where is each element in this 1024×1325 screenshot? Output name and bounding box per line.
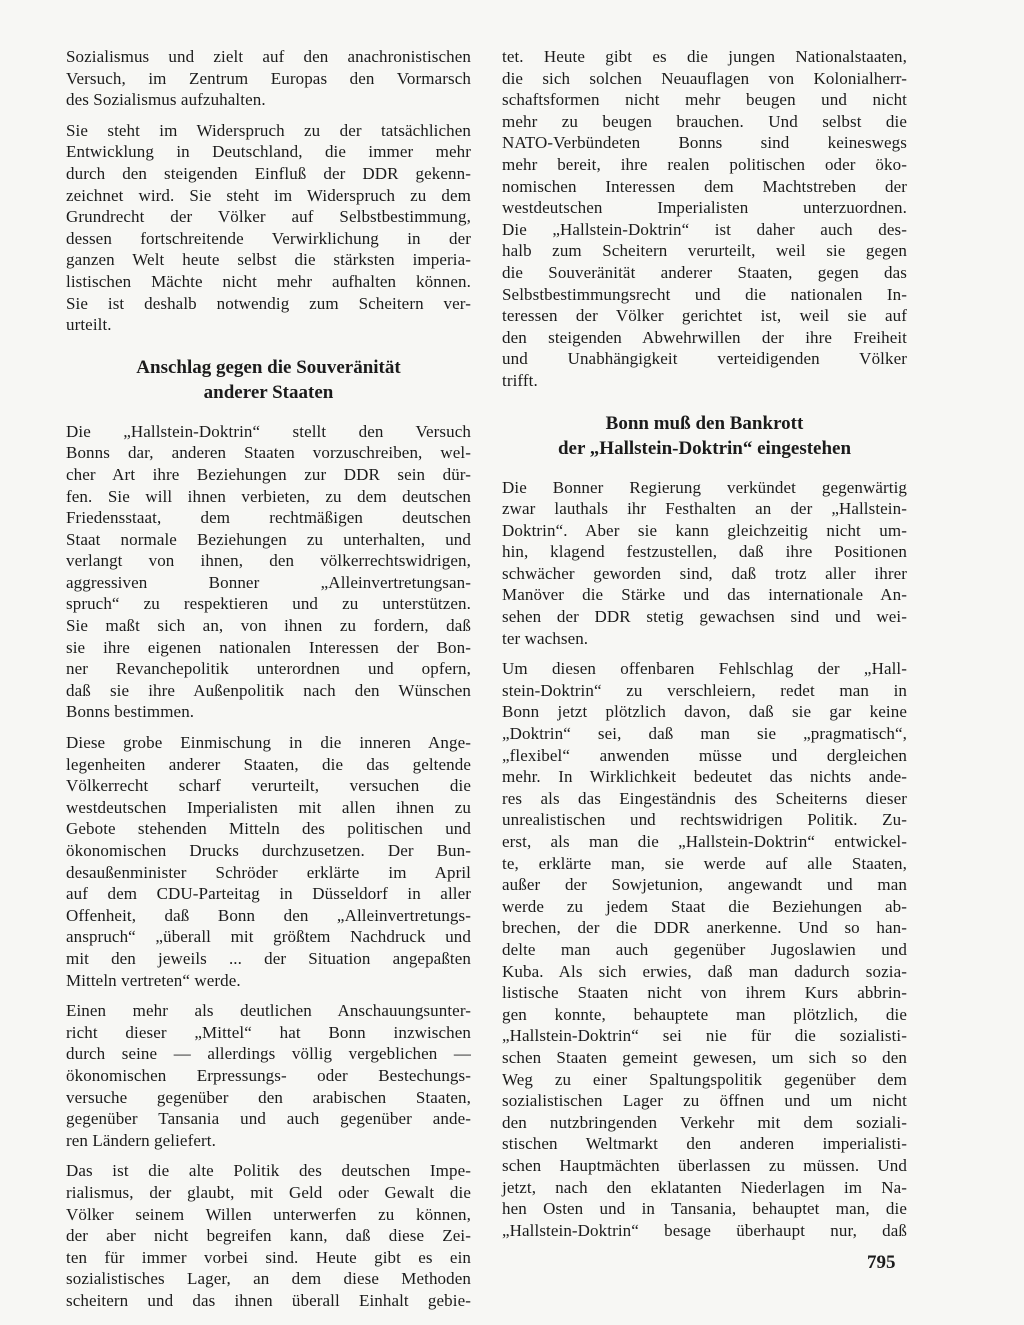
text-line: westdeutschen Imperialisten mit allen ihnen zu <box>66 797 471 817</box>
text-line: jetzt, nach den eklatanten Niederlagen im Na- <box>502 1177 907 1197</box>
text-line: schen Staaten gemeint gewesen, um sich so den <box>502 1047 907 1067</box>
text-line: Einen mehr als deutlichen Anschauungsunter- <box>66 1001 471 1021</box>
text-line: Sie steht im Widerspruch zu der tatsächlichen <box>66 120 471 140</box>
text-line: Die „Hallstein-Doktrin“ stellt den Versuch <box>66 421 471 441</box>
text-line: stein-Doktrin“ zu verschleiern, redet man in <box>502 680 907 700</box>
text-line: ter wachsen. <box>502 628 589 648</box>
text-line: hen Osten und in Tansania, behauptet man, die <box>502 1199 907 1219</box>
heading-line: Bonn muß den Bankrott <box>605 412 804 434</box>
text-line: Das ist die alte Politik des deutschen Impe- <box>66 1161 471 1181</box>
text-line: Bonns bestimmen. <box>66 702 195 722</box>
text-line: Grundrecht der Völker auf Selbstbestimmung, <box>66 207 471 227</box>
text-line: und Unabhängigkeit verteidigenden Völker <box>502 349 907 369</box>
text-line: schen Hauptmächten überlassen zu müssen. Und <box>502 1155 907 1175</box>
text-line: legenheiten anderer Staaten, die das geltende <box>66 754 471 774</box>
text-line: Die Bonner Regierung verkündet gegenwärtig <box>502 477 907 497</box>
text-line: Diese grobe Einmischung in die inneren Ange- <box>66 733 471 753</box>
text-line: fen. Sie will ihnen verbieten, zu dem deutschen <box>66 486 471 506</box>
text-line: teressen der Völker gerichtet ist, weil sie auf <box>502 306 907 326</box>
text-line: sozialistisches Lager, an dem diese Methoden <box>66 1269 471 1289</box>
text-line: „Hallstein-Doktrin“ sei nie für die sozialisti- <box>502 1026 907 1046</box>
text-line: die sich solchen Neuauflagen von Kolonialherr- <box>502 68 907 88</box>
text-line: sehen der DDR stetig gewachsen sind und wei- <box>502 607 907 627</box>
section-heading <box>66 355 471 405</box>
text-line: Um diesen offenbaren Fehlschlag der „Hall- <box>502 659 907 679</box>
text-line: desaußenminister Schröder erklärte im April <box>66 862 471 882</box>
text-line: ren Ländern geliefert. <box>66 1130 216 1150</box>
text-line: Mitteln vertreten“ werde. <box>66 970 241 990</box>
text-line: mehr zu beugen brauchen. Und selbst die <box>502 111 907 131</box>
text-line: delte man auch gegenüber Jugoslawien und <box>502 939 907 959</box>
text-line: nomischen Interessen dem Machtstreben der <box>502 176 907 196</box>
text-line: versuche gegenüber den arabischen Staaten, <box>66 1087 471 1107</box>
text-line: werde zu jedem Staat die Beziehungen ab- <box>502 896 907 916</box>
heading-line: anderer Staaten <box>203 381 334 403</box>
paragraph <box>66 120 471 336</box>
text-line: zeichnet wird. Sie steht im Widerspruch zu dem <box>66 185 471 205</box>
left-column <box>66 46 471 1320</box>
text-line: dessen fortschreitende Verwirklichung in der <box>66 228 471 248</box>
text-line: Versuch, im Zentrum Europas den Vormarsch <box>66 68 471 88</box>
text-line: Entwicklung in Deutschland, die immer mehr <box>66 142 471 162</box>
paragraph <box>502 658 907 1241</box>
text-line: des Sozialismus aufzuhalten. <box>66 90 266 110</box>
text-line: Weg zu einer Spaltungspolitik gegenüber dem <box>502 1069 907 1089</box>
text-line: richt dieser „Mittel“ hat Bonn inzwischen <box>66 1022 471 1042</box>
text-line: unrealistischen und rechtswidrigen Politik. Zu- <box>502 810 907 830</box>
text-line: Gebote stehenden Mitteln des politischen und <box>66 819 471 839</box>
text-line: trifft. <box>502 370 538 390</box>
paragraph <box>66 732 471 991</box>
text-line: „Hallstein-Doktrin“ besage überhaupt nur, daß <box>502 1220 907 1240</box>
text-line: Offenheit, daß Bonn den „Alleinvertretungs- <box>66 905 471 925</box>
text-line: res als das Eingeständnis des Scheiterns dieser <box>502 788 907 808</box>
text-line: erst, als man die „Hallstein-Doktrin“ entwickel- <box>502 832 907 851</box>
text-line: der aber nicht begreifen kann, daß diese Zei- <box>66 1226 471 1246</box>
text-line: brechen, der die DDR anerkenne. Und so han- <box>502 918 907 938</box>
text-line: außer der Sowjetunion, angewandt und man <box>502 875 907 895</box>
text-line: durch seine — allerdings völlig vergeblichen — <box>66 1044 471 1064</box>
text-line: auf dem CDU-Parteitag in Düsseldorf in aller <box>66 884 471 904</box>
text-line: Bonns dar, anderen Staaten vorzuschreiben, wel- <box>66 443 471 463</box>
paragraph <box>502 477 907 650</box>
paragraph <box>502 46 907 392</box>
text-line: zwar lauthals ihr Festhalten an der „Hallstein- <box>502 499 907 519</box>
section-heading <box>502 411 907 461</box>
text-line: mehr bereit, ihre realen politischen oder öko- <box>502 154 907 174</box>
text-line: mehr. In Wirklichkeit bedeutet das nichts ande- <box>502 767 907 787</box>
text-line: spruch“ zu respektieren und zu unterstützen. <box>66 594 471 614</box>
text-line: den steigenden Abwehrwillen der ihre Freiheit <box>502 327 907 347</box>
text-line: durch den steigenden Einfluß der DDR gekenn- <box>66 163 471 183</box>
text-line: Friedensstaat, dem rechtmäßigen deutschen <box>66 508 471 528</box>
paragraph <box>66 421 471 723</box>
text-line: Bonn jetzt plötzlich davon, daß sie gar keine <box>502 702 907 722</box>
text-line: ökonomischen Drucks durchzusetzen. Der Bun- <box>66 841 471 860</box>
text-line: cher Art ihre Beziehungen zur DDR sein dür- <box>66 464 471 484</box>
text-line: gen konnte, behauptete man plötzlich, die <box>502 1004 907 1024</box>
text-line: schaftsformen nicht mehr beugen und nicht <box>502 90 907 110</box>
paragraph <box>66 1000 471 1151</box>
text-line: Völkerrecht scharf verurteilt, versuchen die <box>66 776 471 796</box>
text-line: Manöver die Stärke und das internationale An- <box>502 585 907 605</box>
text-line: den nutzbringenden Verkehr mit dem soziali- <box>502 1112 907 1132</box>
text-line: urteilt. <box>66 315 112 335</box>
text-line: Staat normale Beziehungen zu unterhalten, und <box>66 529 471 549</box>
text-line: die Souveränität anderer Staaten, gegen das <box>502 262 907 282</box>
text-line: halb zum Scheitern verurteilt, weil sie gegen <box>502 241 907 261</box>
text-line: Doktrin“. Aber sie kann gleichzeitig nicht um- <box>502 520 907 540</box>
text-line: Sie maßt sich an, von ihnen zu fordern, daß <box>66 616 471 636</box>
text-line: daß sie ihre Außenpolitik nach den Wünschen <box>66 680 471 700</box>
text-line: gegenüber Tansania und auch gegenüber ande- <box>66 1109 471 1129</box>
paragraph <box>66 1160 471 1311</box>
text-line: Die „Hallstein-Doktrin“ ist daher auch des- <box>502 219 907 239</box>
heading-line: der „Hallstein-Doktrin“ eingestehen <box>557 437 852 459</box>
text-line: Völker seinem Willen unterwerfen zu können, <box>66 1204 471 1224</box>
text-line: ökonomischen Erpressungs- oder Bestechungs- <box>66 1065 471 1085</box>
heading-line: Anschlag gegen die Souveränität <box>136 356 401 378</box>
text-line: ganzen Welt heute selbst die stärksten imperia- <box>66 250 471 270</box>
paragraph <box>66 46 471 111</box>
text-line: aggressiven Bonner „Alleinvertretungsan- <box>66 572 471 592</box>
text-line: „flexibel“ anwenden müsse und dergleichen <box>502 745 907 765</box>
text-line: Sie ist deshalb notwendig zum Scheitern ver- <box>66 293 471 313</box>
text-line: Selbstbestimmungsrecht und die nationalen In- <box>502 284 907 304</box>
text-line: scheitern und das ihnen überall Einhalt gebie- <box>66 1290 471 1310</box>
text-line: listische Staaten nicht von ihrem Kurs abbrin- <box>502 983 907 1003</box>
text-line: ner Revanchepolitik unterordnen und opfern, <box>66 659 471 679</box>
text-line: sie ihre eigenen nationalen Interessen der Bon- <box>66 637 471 657</box>
text-line: listischen Mächte nicht mehr aufhalten können. <box>66 271 471 291</box>
text-line: NATO-Verbündeten Bonns sind keineswegs <box>502 133 907 153</box>
page-number: 795 <box>867 1252 896 1273</box>
text-line: verlangt von ihnen, den völkerrechtswidrigen, <box>66 551 471 571</box>
text-line: Sozialismus und zielt auf den anachronistischen <box>66 47 471 66</box>
text-line: schwächer geworden sind, daß trotz aller ihrer <box>502 563 907 583</box>
text-line: tet. Heute gibt es die jungen Nationalstaaten, <box>502 47 907 66</box>
text-line: westdeutschen Imperialisten unterzuordnen. <box>502 198 907 218</box>
text-line: „Doktrin“ sei, daß man sie „pragmatisch“, <box>502 724 907 744</box>
text-line: hin, klagend festzustellen, daß ihre Positionen <box>502 542 907 562</box>
right-column <box>502 46 907 1250</box>
text-line: anspruch“ „überall mit größtem Nachdruck und <box>66 927 471 947</box>
text-line: sozialistischen Lager zu öffnen und um nicht <box>502 1091 907 1111</box>
text-line: stischen Weltmarkt den anderen imperialisti- <box>502 1134 907 1154</box>
text-line: rialismus, der glaubt, mit Geld oder Gewalt die <box>66 1182 471 1202</box>
text-line: te, erklärte man, sie werde auf alle Staaten, <box>502 853 907 873</box>
text-line: Kuba. Als sich erwies, daß man dadurch sozia- <box>502 961 907 981</box>
text-line: ten für immer vorbei sind. Heute gibt es ein <box>66 1247 471 1267</box>
text-line: mit den jeweils ... der Situation angepaßten <box>66 948 471 968</box>
